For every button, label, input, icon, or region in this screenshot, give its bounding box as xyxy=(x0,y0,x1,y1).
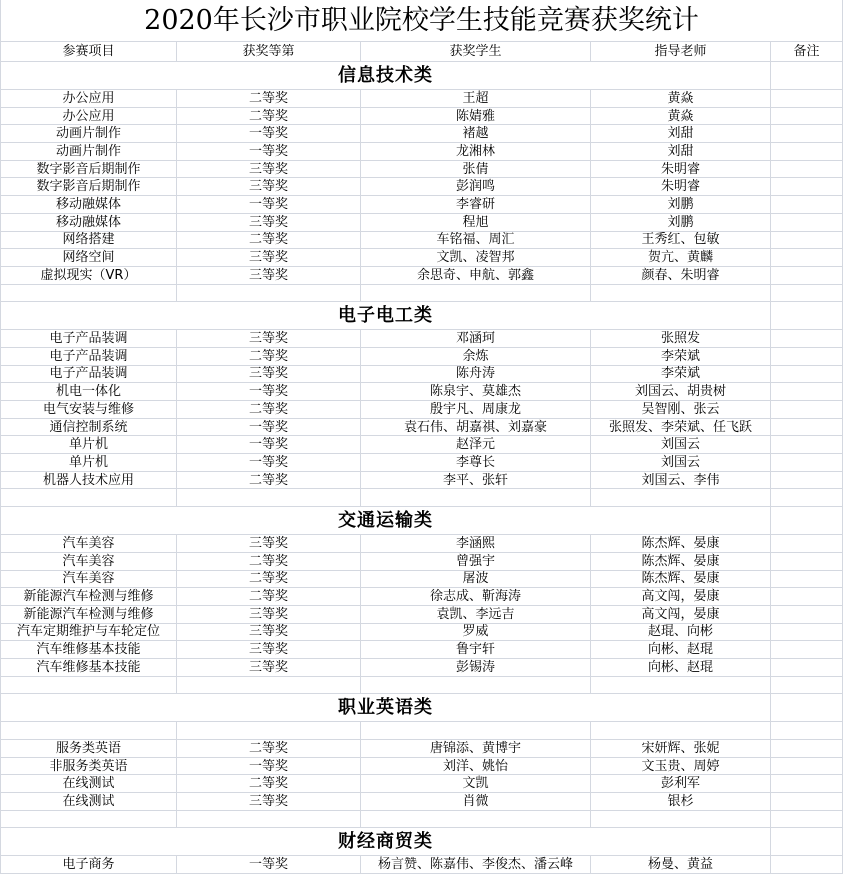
cell-students[interactable]: 肖微 xyxy=(361,793,591,810)
cell-project[interactable]: 移动融媒体 xyxy=(1,214,177,231)
cell-students[interactable]: 彭润鸣 xyxy=(361,178,591,195)
section-notes-cell[interactable] xyxy=(771,62,843,89)
empty-cell[interactable] xyxy=(1,811,177,828)
cell-teachers[interactable]: 文玉贵、周婷 xyxy=(591,758,771,775)
cell-award-level[interactable]: 二等奖 xyxy=(177,588,361,605)
blank-row xyxy=(1,489,843,507)
empty-cell[interactable] xyxy=(177,811,361,828)
table-row xyxy=(1,366,843,384)
cell-students[interactable]: 车铭福、周汇 xyxy=(361,232,591,249)
cell-award-level[interactable]: 三等奖 xyxy=(177,214,361,231)
cell-award-level[interactable]: 二等奖 xyxy=(177,740,361,757)
table-row xyxy=(1,383,843,401)
cell-notes[interactable] xyxy=(771,472,843,489)
cell-teachers[interactable]: 杨曼、黄益 xyxy=(591,856,771,873)
table-row xyxy=(1,472,843,490)
empty-cell[interactable] xyxy=(591,677,771,694)
table-row xyxy=(1,348,843,366)
cell-project[interactable]: 机器人技术应用 xyxy=(1,472,177,489)
section-row xyxy=(1,694,843,722)
empty-cell[interactable] xyxy=(1,489,177,506)
empty-cell[interactable] xyxy=(177,285,361,302)
cell-project[interactable]: 单片机 xyxy=(1,436,177,453)
cell-teachers[interactable]: 向彬、赵琨 xyxy=(591,641,771,658)
section-row xyxy=(1,828,843,856)
cell-students[interactable]: 程旭 xyxy=(361,214,591,231)
cell-project[interactable]: 非服务类英语 xyxy=(1,758,177,775)
cell-notes[interactable] xyxy=(771,161,843,178)
cell-students[interactable]: 屠波 xyxy=(361,571,591,588)
blank-row xyxy=(1,722,843,740)
empty-cell[interactable] xyxy=(771,722,843,739)
table-row xyxy=(1,571,843,589)
empty-cell[interactable] xyxy=(1,677,177,694)
cell-teachers[interactable]: 刘鹏 xyxy=(591,214,771,231)
table-row xyxy=(1,419,843,437)
table-row xyxy=(1,178,843,196)
cell-notes[interactable] xyxy=(771,401,843,418)
empty-cell[interactable] xyxy=(361,677,591,694)
blank-row xyxy=(1,811,843,829)
cell-award-level[interactable]: 二等奖 xyxy=(177,401,361,418)
cell-project[interactable]: 网络搭建 xyxy=(1,232,177,249)
empty-cell[interactable] xyxy=(771,677,843,694)
header-project[interactable]: 参赛项目 xyxy=(1,42,177,61)
cell-notes[interactable] xyxy=(771,624,843,641)
cell-students[interactable]: 邓涵珂 xyxy=(361,330,591,347)
cell-project[interactable]: 电子产品装调 xyxy=(1,366,177,383)
cell-teachers[interactable]: 朱明睿 xyxy=(591,178,771,195)
cell-notes[interactable] xyxy=(771,383,843,400)
cell-teachers[interactable]: 银杉 xyxy=(591,793,771,810)
cell-project[interactable]: 电子商务 xyxy=(1,856,177,873)
cell-notes[interactable] xyxy=(771,330,843,347)
section-title[interactable]: 财经商贸类 xyxy=(1,828,771,855)
cell-award-level[interactable]: 二等奖 xyxy=(177,108,361,125)
table-body xyxy=(1,62,843,874)
table-row xyxy=(1,740,843,758)
section-notes-cell[interactable] xyxy=(771,828,843,855)
cell-teachers[interactable]: 高文闯，晏康 xyxy=(591,606,771,623)
cell-award-level[interactable]: 一等奖 xyxy=(177,383,361,400)
table-row xyxy=(1,232,843,250)
table-row xyxy=(1,659,843,677)
cell-award-level[interactable]: 二等奖 xyxy=(177,232,361,249)
blank-row xyxy=(1,285,843,303)
cell-award-level[interactable]: 一等奖 xyxy=(177,856,361,873)
cell-teachers[interactable]: 李荣斌 xyxy=(591,348,771,365)
cell-award-level[interactable]: 二等奖 xyxy=(177,472,361,489)
cell-teachers[interactable]: 王秀红、包敏 xyxy=(591,232,771,249)
table-row xyxy=(1,267,843,285)
cell-students[interactable]: 曾强宇 xyxy=(361,553,591,570)
cell-project[interactable]: 电子产品装调 xyxy=(1,348,177,365)
cell-students[interactable]: 余思奇、申航、郭鑫 xyxy=(361,267,591,284)
table-row xyxy=(1,214,843,232)
cell-award-level[interactable]: 三等奖 xyxy=(177,659,361,676)
table-row xyxy=(1,606,843,624)
cell-award-level[interactable]: 三等奖 xyxy=(177,366,361,383)
cell-students[interactable]: 杨言赞、陈嘉伟、李俊杰、潘云峰 xyxy=(361,856,591,873)
cell-project[interactable]: 动画片制作 xyxy=(1,125,177,142)
cell-project[interactable]: 服务类英语 xyxy=(1,740,177,757)
cell-project[interactable]: 虚拟现实（VR） xyxy=(1,267,177,284)
cell-teachers[interactable]: 刘国云、胡贵树 xyxy=(591,383,771,400)
cell-notes[interactable] xyxy=(771,214,843,231)
section-notes-cell[interactable] xyxy=(771,302,843,329)
cell-students[interactable]: 殷宇凡、周康龙 xyxy=(361,401,591,418)
cell-award-level[interactable]: 三等奖 xyxy=(177,624,361,641)
table-row xyxy=(1,249,843,267)
cell-teachers[interactable]: 陈杰辉、晏康 xyxy=(591,571,771,588)
table-row xyxy=(1,553,843,571)
cell-award-level[interactable]: 二等奖 xyxy=(177,90,361,107)
cell-teachers[interactable]: 李荣斌 xyxy=(591,366,771,383)
cell-project[interactable]: 电气安装与维修 xyxy=(1,401,177,418)
cell-notes[interactable] xyxy=(771,436,843,453)
cell-award-level[interactable]: 三等奖 xyxy=(177,793,361,810)
header-students[interactable]: 获奖学生 xyxy=(361,42,591,61)
empty-cell[interactable] xyxy=(771,285,843,302)
cell-project[interactable]: 单片机 xyxy=(1,454,177,471)
cell-teachers[interactable]: 刘甜 xyxy=(591,125,771,142)
cell-award-level[interactable]: 一等奖 xyxy=(177,419,361,436)
cell-students[interactable]: 陈婧雅 xyxy=(361,108,591,125)
table-row xyxy=(1,793,843,811)
section-title[interactable]: 交通运输类 xyxy=(1,507,771,534)
cell-notes[interactable] xyxy=(771,108,843,125)
cell-award-level[interactable]: 三等奖 xyxy=(177,249,361,266)
cell-project[interactable]: 机电一体化 xyxy=(1,383,177,400)
section-row xyxy=(1,62,843,90)
cell-notes[interactable] xyxy=(771,125,843,142)
cell-students[interactable]: 鲁宇轩 xyxy=(361,641,591,658)
cell-notes[interactable] xyxy=(771,659,843,676)
cell-notes[interactable] xyxy=(771,775,843,792)
empty-cell[interactable] xyxy=(361,285,591,302)
cell-award-level[interactable]: 二等奖 xyxy=(177,553,361,570)
cell-teachers[interactable]: 刘国云、李伟 xyxy=(591,472,771,489)
empty-cell[interactable] xyxy=(1,722,177,739)
table-row xyxy=(1,856,843,874)
cell-teachers[interactable]: 吴智刚、张云 xyxy=(591,401,771,418)
sheet-title[interactable]: 2020年长沙市职业院校学生技能竞赛获奖统计 xyxy=(1,0,843,41)
cell-award-level[interactable]: 一等奖 xyxy=(177,758,361,775)
cell-award-level[interactable]: 三等奖 xyxy=(177,178,361,195)
cell-project[interactable]: 网络空间 xyxy=(1,249,177,266)
cell-teachers[interactable]: 陈杰辉、晏康 xyxy=(591,535,771,552)
cell-project[interactable]: 在线测试 xyxy=(1,793,177,810)
cell-teachers[interactable]: 张照发 xyxy=(591,330,771,347)
cell-project[interactable]: 移动融媒体 xyxy=(1,196,177,213)
section-title[interactable]: 电子电工类 xyxy=(1,302,771,329)
cell-students[interactable]: 陈舟涛 xyxy=(361,366,591,383)
cell-notes[interactable] xyxy=(771,793,843,810)
cell-project[interactable]: 汽车定期维护与车轮定位 xyxy=(1,624,177,641)
table-row xyxy=(1,758,843,776)
cell-project[interactable]: 通信控制系统 xyxy=(1,419,177,436)
cell-project[interactable]: 办公应用 xyxy=(1,90,177,107)
cell-award-level[interactable]: 一等奖 xyxy=(177,436,361,453)
cell-notes[interactable] xyxy=(771,178,843,195)
cell-project[interactable]: 动画片制作 xyxy=(1,143,177,160)
empty-cell[interactable] xyxy=(361,722,591,739)
cell-notes[interactable] xyxy=(771,419,843,436)
cell-award-level[interactable]: 二等奖 xyxy=(177,348,361,365)
empty-cell[interactable] xyxy=(591,722,771,739)
section-title[interactable]: 信息技术类 xyxy=(1,62,771,89)
cell-notes[interactable] xyxy=(771,366,843,383)
cell-students[interactable]: 文凯 xyxy=(361,775,591,792)
section-notes-cell[interactable] xyxy=(771,694,843,721)
cell-project[interactable]: 办公应用 xyxy=(1,108,177,125)
cell-teachers[interactable]: 赵琨、向彬 xyxy=(591,624,771,641)
empty-cell[interactable] xyxy=(177,722,361,739)
cell-notes[interactable] xyxy=(771,90,843,107)
cell-notes[interactable] xyxy=(771,249,843,266)
section-title[interactable]: 职业英语类 xyxy=(1,694,771,721)
cell-students[interactable]: 徐志成、靳海涛 xyxy=(361,588,591,605)
table-row xyxy=(1,454,843,472)
table-row xyxy=(1,90,843,108)
cell-notes[interactable] xyxy=(771,348,843,365)
cell-teachers[interactable]: 刘国云 xyxy=(591,436,771,453)
empty-cell[interactable] xyxy=(591,285,771,302)
cell-notes[interactable] xyxy=(771,740,843,757)
cell-teachers[interactable]: 高文闯，晏康 xyxy=(591,588,771,605)
cell-award-level[interactable]: 三等奖 xyxy=(177,535,361,552)
section-notes-cell[interactable] xyxy=(771,507,843,534)
cell-teachers[interactable]: 宋妍辉、张妮 xyxy=(591,740,771,757)
cell-notes[interactable] xyxy=(771,267,843,284)
cell-students[interactable]: 余炼 xyxy=(361,348,591,365)
cell-students[interactable]: 李尊长 xyxy=(361,454,591,471)
cell-award-level[interactable]: 二等奖 xyxy=(177,775,361,792)
cell-award-level[interactable]: 三等奖 xyxy=(177,606,361,623)
cell-students[interactable]: 赵泽元 xyxy=(361,436,591,453)
cell-notes[interactable] xyxy=(771,232,843,249)
empty-cell[interactable] xyxy=(771,811,843,828)
cell-students[interactable]: 袁凯、李远吉 xyxy=(361,606,591,623)
cell-project[interactable]: 新能源汽车检测与维修 xyxy=(1,588,177,605)
cell-notes[interactable] xyxy=(771,606,843,623)
cell-award-level[interactable]: 一等奖 xyxy=(177,125,361,142)
header-teachers[interactable]: 指导老师 xyxy=(591,42,771,61)
table-row xyxy=(1,161,843,179)
cell-project[interactable]: 新能源汽车检测与维修 xyxy=(1,606,177,623)
table-row xyxy=(1,196,843,214)
cell-students[interactable]: 文凯、凌智邦 xyxy=(361,249,591,266)
cell-students[interactable]: 张倩 xyxy=(361,161,591,178)
cell-project[interactable]: 汽车美容 xyxy=(1,571,177,588)
table-row xyxy=(1,775,843,793)
empty-cell[interactable] xyxy=(591,489,771,506)
table-row xyxy=(1,436,843,454)
empty-cell[interactable] xyxy=(361,811,591,828)
cell-teachers[interactable]: 黄焱 xyxy=(591,90,771,107)
cell-award-level[interactable]: 一等奖 xyxy=(177,143,361,160)
cell-project[interactable]: 数字影音后期制作 xyxy=(1,178,177,195)
cell-teachers[interactable]: 刘甜 xyxy=(591,143,771,160)
cell-students[interactable]: 王超 xyxy=(361,90,591,107)
table-row xyxy=(1,330,843,348)
cell-teachers[interactable]: 陈杰辉、晏康 xyxy=(591,553,771,570)
cell-award-level[interactable]: 三等奖 xyxy=(177,267,361,284)
cell-award-level[interactable]: 一等奖 xyxy=(177,196,361,213)
cell-award-level[interactable]: 三等奖 xyxy=(177,330,361,347)
cell-students[interactable]: 李涵熙 xyxy=(361,535,591,552)
cell-students[interactable]: 罗威 xyxy=(361,624,591,641)
table-row xyxy=(1,401,843,419)
cell-students[interactable]: 褚越 xyxy=(361,125,591,142)
cell-award-level[interactable]: 一等奖 xyxy=(177,454,361,471)
cell-teachers[interactable]: 向彬、赵琨 xyxy=(591,659,771,676)
cell-project[interactable]: 数字影音后期制作 xyxy=(1,161,177,178)
cell-project[interactable]: 电子产品装调 xyxy=(1,330,177,347)
section-row xyxy=(1,507,843,535)
table-row xyxy=(1,125,843,143)
header-award-level[interactable]: 获奖等第 xyxy=(177,42,361,61)
cell-teachers[interactable]: 黄焱 xyxy=(591,108,771,125)
cell-notes[interactable] xyxy=(771,641,843,658)
empty-cell[interactable] xyxy=(771,489,843,506)
cell-notes[interactable] xyxy=(771,454,843,471)
cell-students[interactable]: 彭锡涛 xyxy=(361,659,591,676)
title-row xyxy=(1,0,843,42)
cell-teachers[interactable]: 颜春、朱明睿 xyxy=(591,267,771,284)
cell-project[interactable]: 汽车美容 xyxy=(1,535,177,552)
cell-students[interactable]: 袁石伟、胡嘉祺、刘嘉豪 xyxy=(361,419,591,436)
cell-teachers[interactable]: 彭利军 xyxy=(591,775,771,792)
cell-students[interactable]: 陈泉宇、莫雄杰 xyxy=(361,383,591,400)
cell-students[interactable]: 龙湘林 xyxy=(361,143,591,160)
table-row xyxy=(1,624,843,642)
cell-notes[interactable] xyxy=(771,143,843,160)
cell-students[interactable]: 李睿研 xyxy=(361,196,591,213)
table-row xyxy=(1,143,843,161)
cell-project[interactable]: 汽车维修基本技能 xyxy=(1,659,177,676)
cell-project[interactable]: 在线测试 xyxy=(1,775,177,792)
empty-cell[interactable] xyxy=(177,677,361,694)
table-row xyxy=(1,588,843,606)
blank-row xyxy=(1,677,843,695)
empty-cell[interactable] xyxy=(591,811,771,828)
table-row xyxy=(1,535,843,553)
empty-cell[interactable] xyxy=(177,489,361,506)
cell-students[interactable]: 李平、张轩 xyxy=(361,472,591,489)
cell-notes[interactable] xyxy=(771,571,843,588)
cell-notes[interactable] xyxy=(771,196,843,213)
cell-teachers[interactable]: 朱明睿 xyxy=(591,161,771,178)
cell-teachers[interactable]: 贺亢、黄麟 xyxy=(591,249,771,266)
table-row xyxy=(1,641,843,659)
cell-notes[interactable] xyxy=(771,856,843,873)
cell-notes[interactable] xyxy=(771,535,843,552)
cell-notes[interactable] xyxy=(771,588,843,605)
cell-teachers[interactable]: 刘国云 xyxy=(591,454,771,471)
header-row xyxy=(1,42,843,62)
cell-students[interactable]: 唐锦添、黄博宇 xyxy=(361,740,591,757)
empty-cell[interactable] xyxy=(1,285,177,302)
cell-award-level[interactable]: 二等奖 xyxy=(177,571,361,588)
cell-teachers[interactable]: 张照发、李荣斌、任飞跃 xyxy=(591,419,771,436)
cell-award-level[interactable]: 三等奖 xyxy=(177,641,361,658)
section-row xyxy=(1,302,843,330)
empty-cell[interactable] xyxy=(361,489,591,506)
cell-notes[interactable] xyxy=(771,758,843,775)
cell-teachers[interactable]: 刘鹏 xyxy=(591,196,771,213)
cell-students[interactable]: 刘洋、姚怡 xyxy=(361,758,591,775)
cell-notes[interactable] xyxy=(771,553,843,570)
table-row xyxy=(1,108,843,126)
header-notes[interactable]: 备注 xyxy=(771,42,843,61)
cell-project[interactable]: 汽车美容 xyxy=(1,553,177,570)
cell-project[interactable]: 汽车维修基本技能 xyxy=(1,641,177,658)
cell-award-level[interactable]: 三等奖 xyxy=(177,161,361,178)
